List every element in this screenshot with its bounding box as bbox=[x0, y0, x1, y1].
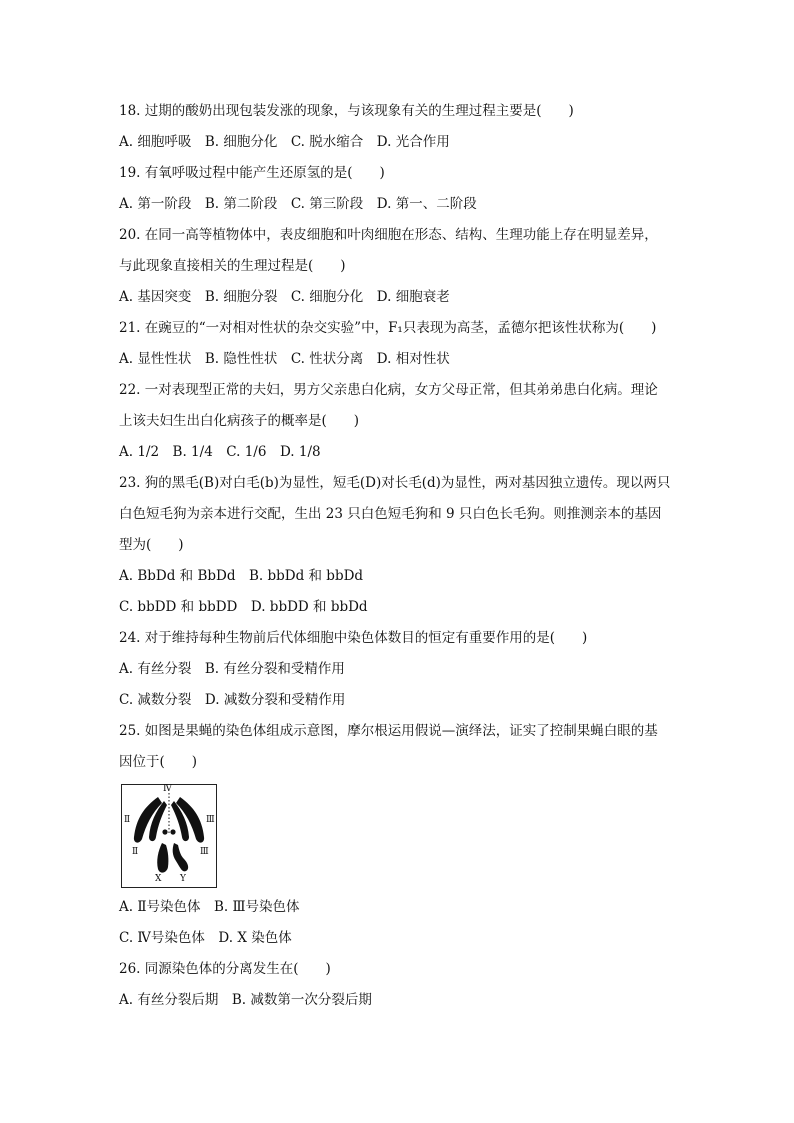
question-stem: 24. 对于维持每种生物前后代体细胞中染色体数目的恒定有重要作用的是( ) bbox=[119, 630, 588, 646]
label-x: X bbox=[155, 874, 162, 884]
chromosome-iv-left bbox=[162, 829, 167, 834]
question-options: C. Ⅳ号染色体 D. X 染色体 bbox=[119, 930, 292, 946]
chromosome-y bbox=[173, 843, 188, 871]
question-stem: 21. 在豌豆的“一对相对性状的杂交实验”中，F₁只表现为高茎，孟德尔把该性状称为( ) bbox=[119, 320, 657, 336]
label-iii-upper: Ⅲ bbox=[206, 815, 215, 825]
question-25 bbox=[119, 716, 679, 954]
label-iv: Ⅳ bbox=[163, 784, 172, 794]
label-y: Y bbox=[180, 874, 186, 884]
question-26 bbox=[119, 954, 679, 1016]
question-options: A. 有丝分裂 B. 有丝分裂和受精作用 bbox=[119, 661, 345, 677]
exam-page bbox=[119, 96, 679, 1016]
chromosome-x bbox=[157, 843, 168, 873]
chromosome-iv-right bbox=[170, 829, 175, 834]
question-stem-continued: 因位于( ) bbox=[119, 754, 198, 770]
question-stem: 23. 狗的黑毛(B)对白毛(b)为显性，短毛(D)对长毛(d)为显性，两对基因独立遗传。现以两只 bbox=[119, 475, 671, 491]
question-options: C. 减数分裂 D. 减数分裂和受精作用 bbox=[119, 692, 346, 708]
question-options: A. BbDd 和 BbDd B. bbDd 和 bbDd bbox=[119, 568, 364, 584]
question-20 bbox=[119, 220, 679, 313]
question-options: C. bbDD 和 bbDD D. bbDD 和 bbDd bbox=[119, 599, 368, 615]
question-options: A. 有丝分裂后期 B. 减数第一次分裂后期 bbox=[119, 992, 372, 1008]
question-19 bbox=[119, 158, 679, 220]
question-stem-continued: 白色短毛狗为亲本进行交配，生出 23 只白色短毛狗和 9 只白色长毛狗。则推测亲本的基因 bbox=[119, 506, 662, 522]
question-stem: 18. 过期的酸奶出现包装发涨的现象，与该现象有关的生理过程主要是( ) bbox=[119, 103, 574, 119]
question-stem-continued: 上该夫妇生出白化病孩子的概率是( ) bbox=[119, 413, 360, 429]
question-stem-continued: 与此现象直接相关的生理过程是( ) bbox=[119, 258, 346, 274]
question-stem-continued: 型为( ) bbox=[119, 537, 184, 553]
chromosome-diagram bbox=[121, 784, 217, 888]
question-stem: 22. 一对表现型正常的夫妇，男方父亲患白化病，女方父母正常，但其弟弟患白化病。理论 bbox=[119, 382, 658, 398]
question-options: A. Ⅱ号染色体 B. Ⅲ号染色体 bbox=[119, 899, 300, 915]
question-options: A. 第一阶段 B. 第二阶段 C. 第三阶段 D. 第一、二阶段 bbox=[119, 196, 477, 212]
question-stem: 25. 如图是果蝇的染色体组成示意图，摩尔根运用假说—演绎法，证实了控制果蝇白眼的基 bbox=[119, 723, 658, 739]
question-options: A. 显性性状 B. 隐性性状 C. 性状分离 D. 相对性状 bbox=[119, 351, 450, 367]
question-22 bbox=[119, 375, 679, 468]
question-stem: 19. 有氧呼吸过程中能产生还原氢的是( ) bbox=[119, 165, 385, 181]
chromosome-drawing bbox=[122, 785, 216, 887]
question-stem: 20. 在同一高等植物体中，表皮细胞和叶肉细胞在形态、结构、生理功能上存在明显差异， bbox=[119, 227, 658, 243]
question-23 bbox=[119, 468, 679, 623]
question-21 bbox=[119, 313, 679, 375]
question-18 bbox=[119, 96, 679, 158]
question-options: A. 细胞呼吸 B. 细胞分化 C. 脱水缩合 D. 光合作用 bbox=[119, 134, 450, 150]
label-ii-upper: Ⅱ bbox=[124, 815, 131, 825]
question-options: A. 基因突变 B. 细胞分裂 C. 细胞分化 D. 细胞衰老 bbox=[119, 289, 450, 305]
question-options: A. 1/2 B. 1/4 C. 1/6 D. 1/8 bbox=[119, 444, 321, 460]
label-ii-lower: Ⅱ bbox=[132, 847, 139, 857]
label-iii-lower: Ⅲ bbox=[200, 847, 209, 857]
question-24 bbox=[119, 623, 679, 716]
question-stem: 26. 同源染色体的分离发生在( ) bbox=[119, 961, 331, 977]
